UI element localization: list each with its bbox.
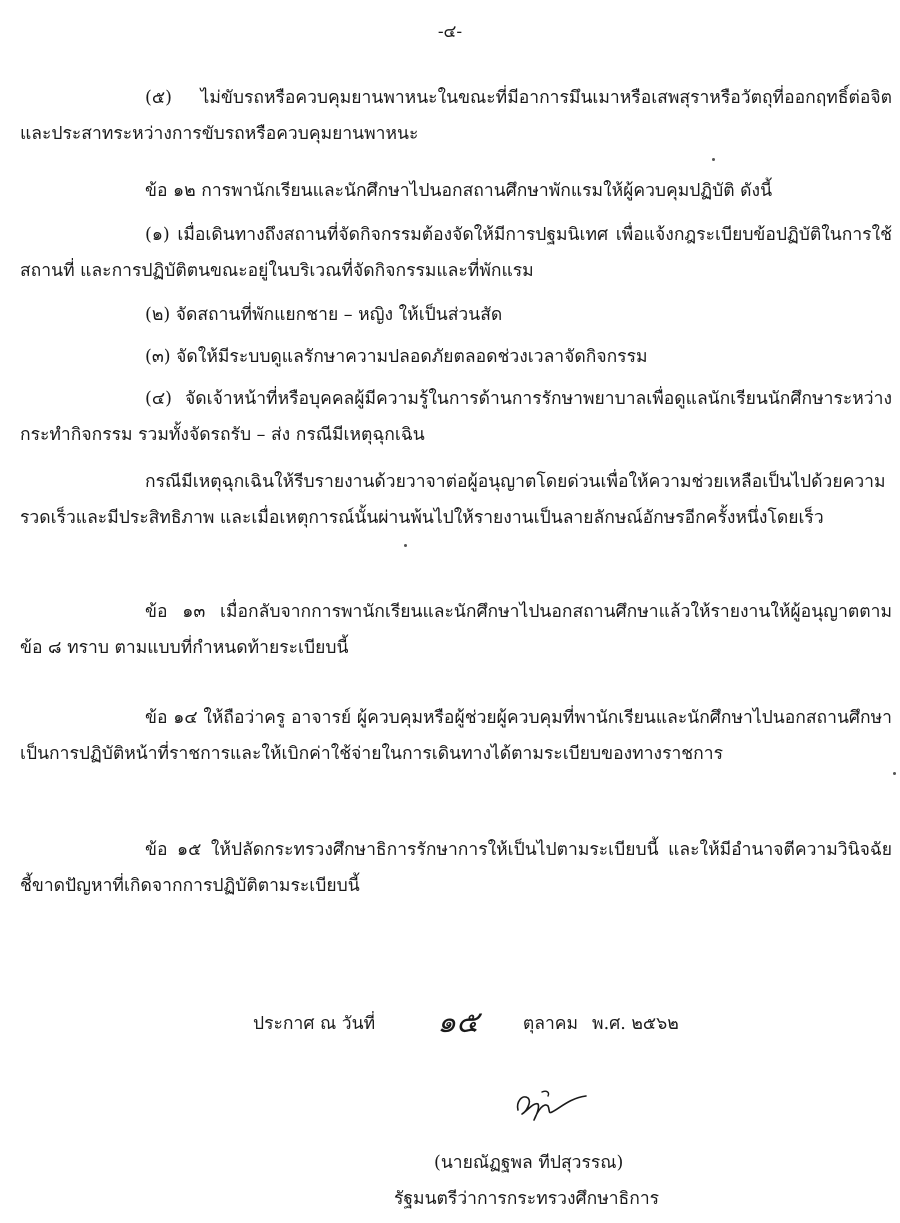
paragraph-clause-15: ข้อ ๑๕ ให้ปลัดกระทรวงศึกษาธิการรักษาการให้เป็นไปตามระเบียบนี้ และให้มีอำนาจตีความวินิจฉัยชี้ขาดปัญหาที่เกิดจากการปฏิบัติตามระเบียบนี้ — [20, 840, 892, 896]
signing-month: ตุลาคม — [522, 1014, 579, 1034]
scan-speck — [404, 544, 407, 547]
handwritten-signature — [512, 1080, 592, 1124]
scan-speck — [712, 158, 715, 161]
paragraph-clause-13: ข้อ ๑๓ เมื่อกลับจากการพานักเรียนและนักศึกษาไปนอกสถานศึกษาแล้วให้รายงานให้ผู้อนุญาตตามข้อ ๘ ทราบ ตามแบบที่กำหนดท้ายระเบียบนี้ — [20, 602, 892, 658]
paragraph-item-1: (๑) เมื่อเดินทางถึงสถานที่จัดกิจกรรมต้องจัดให้มีการปฐมนิเทศ เพื่อแจ้งกฎระเบียบข้อปฏิบัติในการใช้สถานที่ และการปฏิบัติตนขณะอยู่ในบริเวณที่จัดกิจกรรมและที่พักแรม — [20, 225, 892, 281]
paragraph-item-5: (๕) ไม่ขับรถหรือควบคุมยานพาหนะในขณะที่มีอาการมึนเมาหรือเสพสุราหรือวัตถุที่ออกฤทธิ์ต่อจิตและประสาทระหว่างการขับรถหรือควบคุมยานพาหนะ — [20, 88, 892, 144]
signatory-title: รัฐมนตรีว่าการกระทรวงศึกษาธิการ — [394, 1189, 660, 1209]
paragraph-item-4: (๔) จัดเจ้าหน้าที่หรือบุคคลผู้มีความรู้ในการด้านการรักษาพยาบาลเพื่อดูแลนักเรียนนักศึกษาระหว่างกระทำกิจกรรม รวมทั้งจัดรถรับ – ส่ง กรณีมีเหตุฉุกเฉิน — [20, 389, 892, 445]
scan-speck — [893, 772, 896, 775]
signatory-name: (นายณัฏฐพล ทีปสุวรรณ) — [434, 1153, 624, 1173]
signing-date-line — [253, 996, 679, 1043]
signing-year: พ.ศ. ๒๕๖๒ — [592, 1014, 679, 1034]
paragraph-clause-14: ข้อ ๑๔ ให้ถือว่าครู อาจารย์ ผู้ควบคุมหรือผู้ช่วยผู้ควบคุมที่พานักเรียนและนักศึกษาไปนอกสถานศึกษาเป็นการปฏิบัติหน้าที่ราชการและให้เบิกค่าใช้จ่ายในการเดินทางได้ตามระเบียบของทางราชการ — [20, 708, 892, 764]
paragraph-item-3: (๓) จัดให้มีระบบดูแลรักษาความปลอดภัยตลอดช่วงเวลาจัดกิจกรรม — [145, 347, 648, 367]
page-number: -๔- — [437, 22, 463, 42]
paragraph-emergency: กรณีมีเหตุฉุกเฉินให้รีบรายงานด้วยวาจาต่อผู้อนุญาตโดยด่วนเพื่อให้ความช่วยเหลือเป็นไปด้วยความรวดเร็วและมีประสิทธิภาพ และเมื่อเหตุการณ์นั้นผ่านพ้นไปให้รายงานเป็นลายลักษณ์อักษรอีกครั้งหนึ่งโดยเร็ว — [20, 472, 886, 528]
paragraph-clause-12: ข้อ ๑๒ การพานักเรียนและนักศึกษาไปนอกสถานศึกษาพักแรมให้ผู้ควบคุมปฏิบัติ ดังนี้ — [145, 181, 773, 201]
announced-label: ประกาศ ณ วันที่ — [253, 1014, 376, 1034]
signing-day: ๑๕ — [437, 1005, 479, 1040]
paragraph-item-2: (๒) จัดสถานที่พักแยกชาย – หญิง ให้เป็นส่วนสัด — [145, 305, 503, 325]
